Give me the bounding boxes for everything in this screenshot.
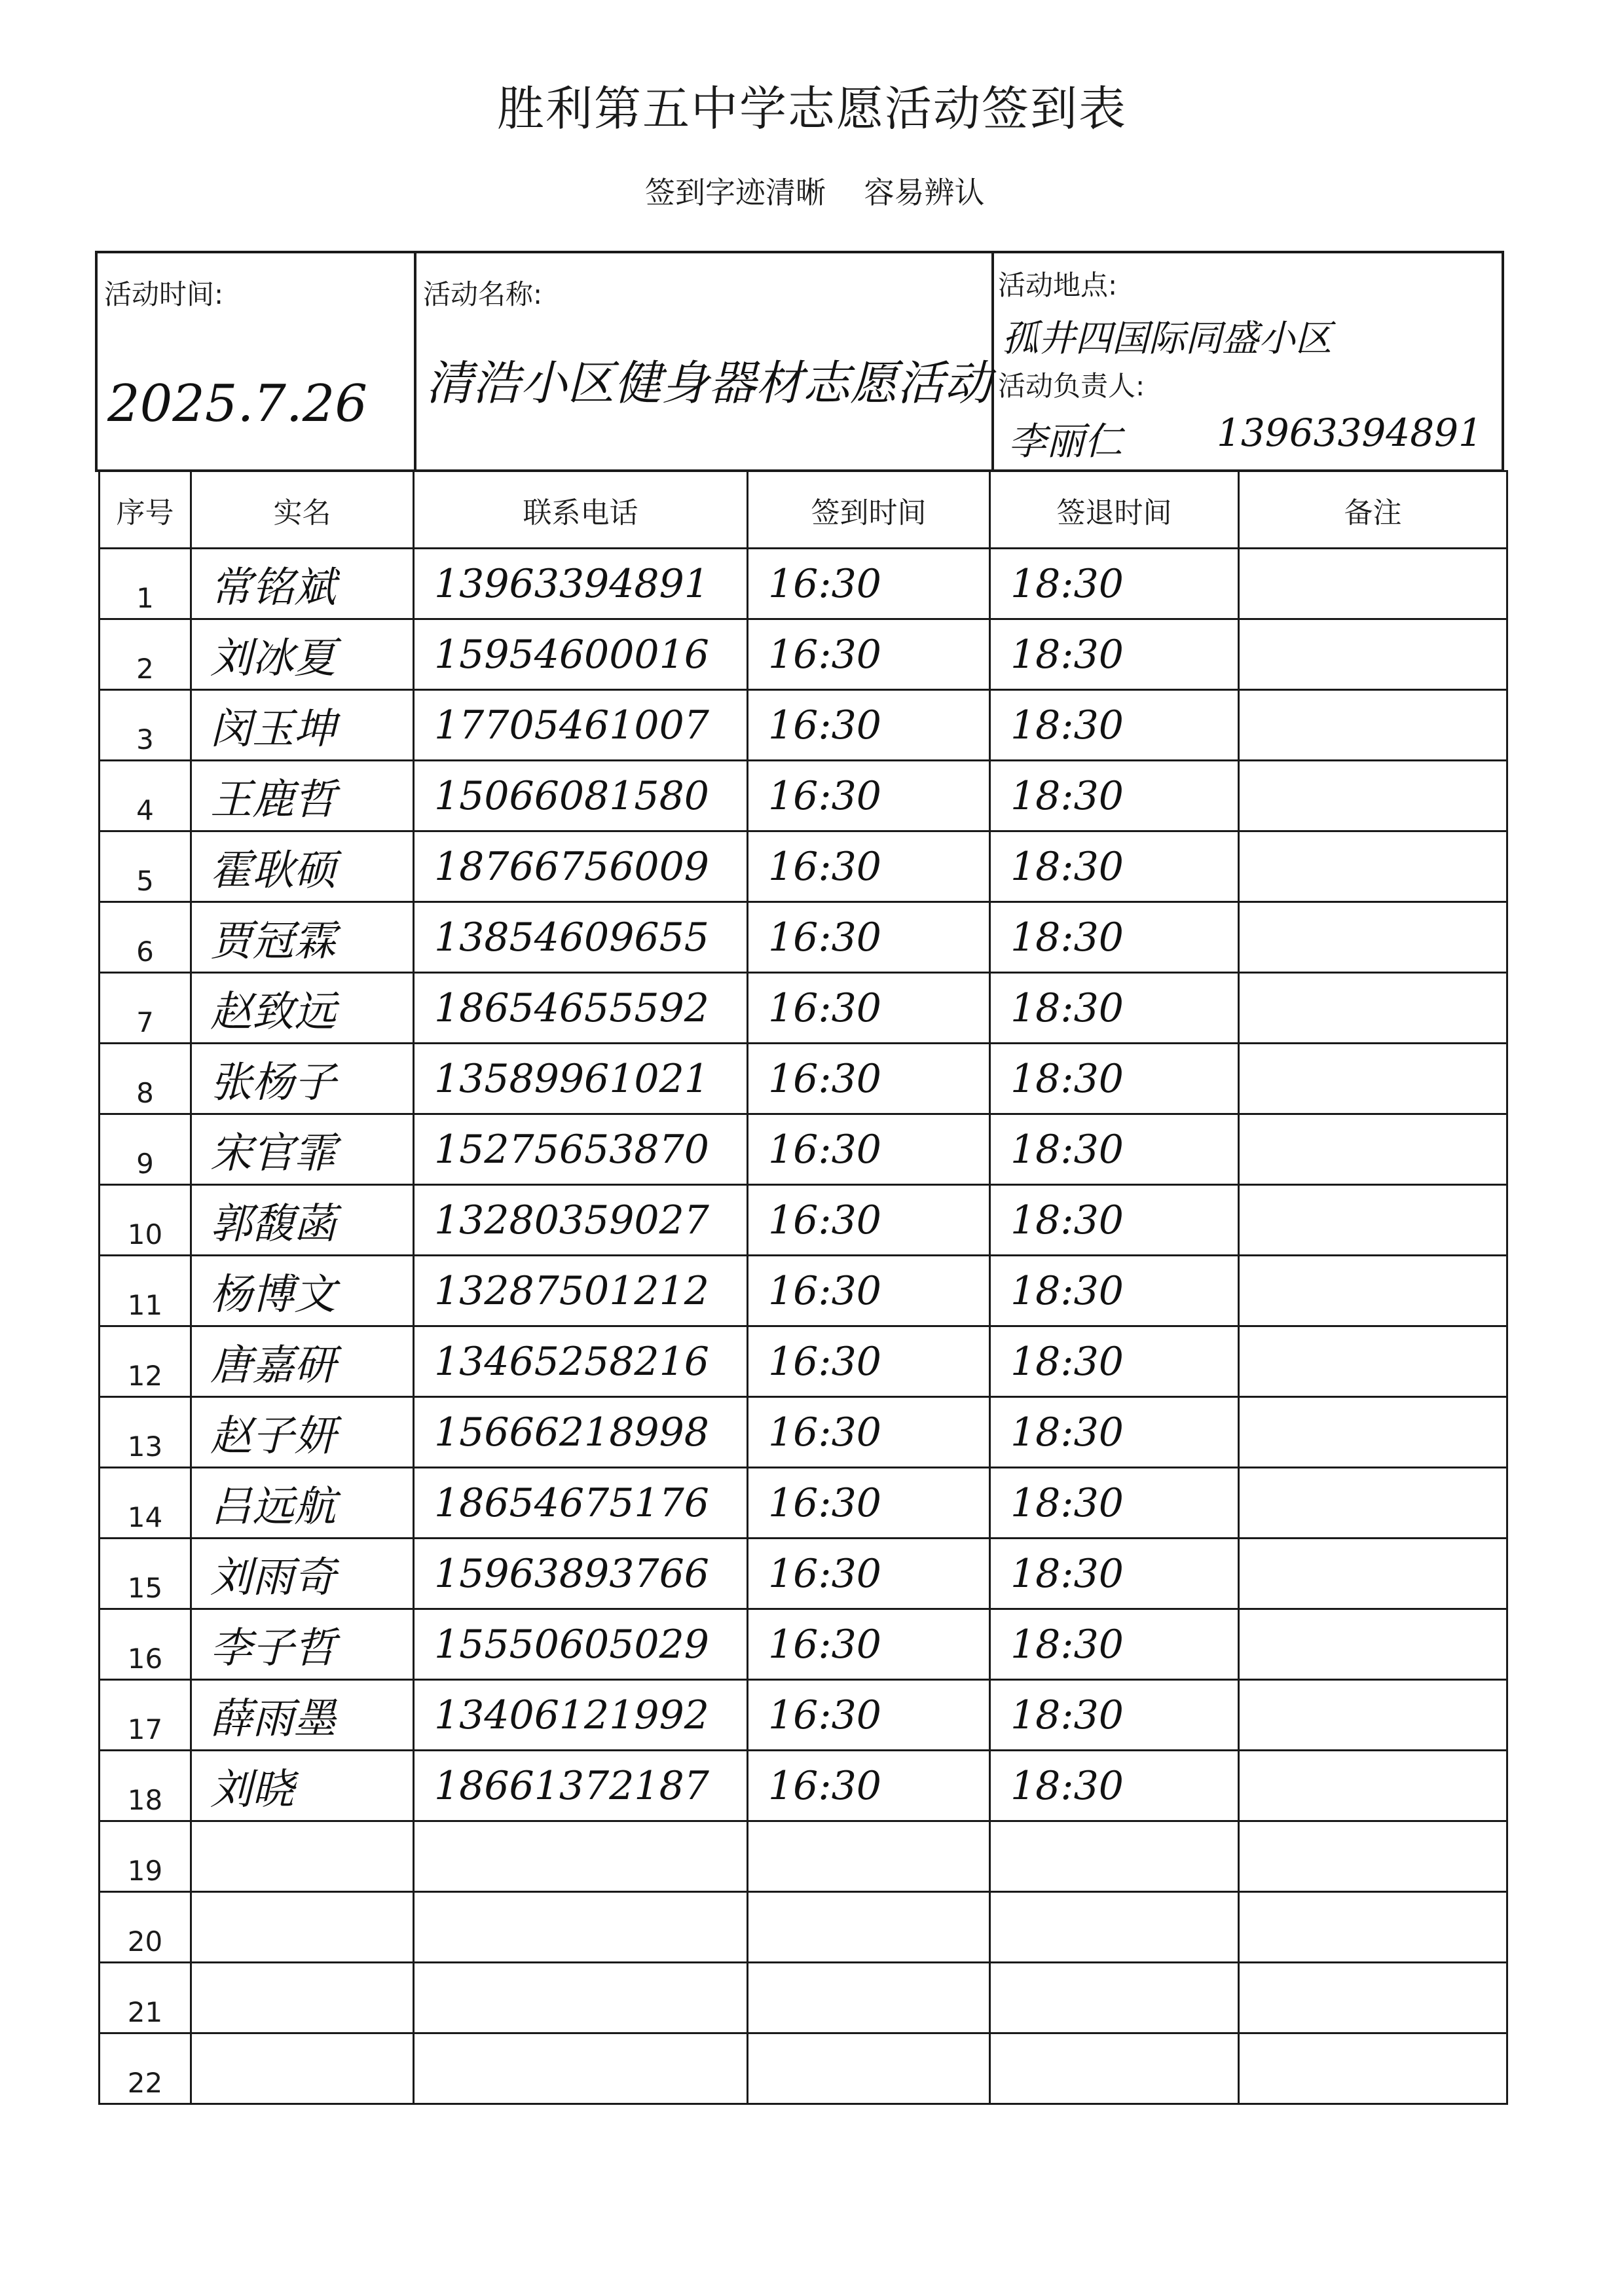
row-phone: 18766756009	[414, 831, 748, 902]
row-checkout-time: 18:30	[990, 690, 1239, 761]
row-checkout-time: 18:30	[990, 1751, 1239, 1821]
row-phone: 13406121992	[414, 1680, 748, 1751]
row-checkout-time: 18:30	[990, 761, 1239, 831]
row-number: 21	[100, 1963, 191, 2033]
row-notes	[1239, 1821, 1507, 1892]
header-checkin-time: 签到时间	[748, 471, 990, 549]
row-checkin-time: 16:30	[748, 1044, 990, 1114]
activity-info-box	[95, 251, 1504, 472]
table-row	[100, 1468, 1507, 1539]
table-row	[100, 1539, 1507, 1609]
row-checkin-time: 16:30	[748, 902, 990, 973]
table-row	[100, 2033, 1507, 2104]
row-phone: 18654655592	[414, 973, 748, 1044]
row-number: 20	[100, 1892, 191, 1963]
row-name: 郭馥菡	[191, 1185, 414, 1256]
row-phone	[414, 1963, 748, 2033]
table-row	[100, 1963, 1507, 2033]
row-number: 11	[100, 1256, 191, 1326]
signin-table	[98, 470, 1508, 2105]
row-number: 16	[100, 1609, 191, 1680]
row-checkout-time: 18:30	[990, 831, 1239, 902]
row-name: 贾冠霖	[191, 902, 414, 973]
row-checkout-time: 18:30	[990, 1680, 1239, 1751]
row-number: 3	[100, 690, 191, 761]
row-notes	[1239, 549, 1507, 619]
row-number: 2	[100, 619, 191, 690]
row-phone: 13287501212	[414, 1256, 748, 1326]
row-name: 赵致远	[191, 973, 414, 1044]
row-checkout-time	[990, 2033, 1239, 2104]
row-number: 9	[100, 1114, 191, 1185]
row-phone: 18661372187	[414, 1751, 748, 1821]
row-name: 李子哲	[191, 1609, 414, 1680]
row-notes	[1239, 1256, 1507, 1326]
row-checkout-time	[990, 1821, 1239, 1892]
row-checkin-time	[748, 1892, 990, 1963]
row-number: 19	[100, 1821, 191, 1892]
row-checkout-time: 18:30	[990, 902, 1239, 973]
row-name: 杨博文	[191, 1256, 414, 1326]
table-row	[100, 902, 1507, 973]
row-notes	[1239, 1680, 1507, 1751]
row-checkout-time: 18:30	[990, 1539, 1239, 1609]
row-checkin-time: 16:30	[748, 973, 990, 1044]
row-phone: 13589961021	[414, 1044, 748, 1114]
row-name: 闵玉坤	[191, 690, 414, 761]
row-name: 刘冰夏	[191, 619, 414, 690]
activity-location-value: 孤井四国际同盛小区	[1002, 318, 1332, 360]
row-checkin-time: 16:30	[748, 549, 990, 619]
row-checkin-time: 16:30	[748, 690, 990, 761]
table-row	[100, 619, 1507, 690]
activity-location-cell	[994, 253, 1505, 469]
table-row	[100, 1185, 1507, 1256]
activity-leader-phone: 13963394891	[1217, 410, 1483, 455]
row-phone: 15550605029	[414, 1609, 748, 1680]
row-checkin-time	[748, 1821, 990, 1892]
header-number: 序号	[100, 471, 191, 549]
row-notes	[1239, 831, 1507, 902]
row-name: 霍耿硕	[191, 831, 414, 902]
row-number: 17	[100, 1680, 191, 1751]
table-row	[100, 1397, 1507, 1468]
row-checkin-time: 16:30	[748, 1185, 990, 1256]
row-notes	[1239, 1963, 1507, 2033]
row-notes	[1239, 1468, 1507, 1539]
row-phone: 13854609655	[414, 902, 748, 973]
row-notes	[1239, 973, 1507, 1044]
row-phone: 13465258216	[414, 1326, 748, 1397]
activity-location-label: 活动地点:	[998, 269, 1118, 301]
activity-time-label: 活动时间:	[104, 278, 224, 310]
row-name: 张杨子	[191, 1044, 414, 1114]
row-phone: 17705461007	[414, 690, 748, 761]
row-checkin-time	[748, 2033, 990, 2104]
row-number: 22	[100, 2033, 191, 2104]
row-checkout-time: 18:30	[990, 549, 1239, 619]
row-checkin-time: 16:30	[748, 1680, 990, 1751]
row-checkout-time: 18:30	[990, 1326, 1239, 1397]
row-number: 6	[100, 902, 191, 973]
row-name: 唐嘉研	[191, 1326, 414, 1397]
row-number: 5	[100, 831, 191, 902]
row-checkin-time: 16:30	[748, 1397, 990, 1468]
header-checkout-time: 签退时间	[990, 471, 1239, 549]
row-name	[191, 1821, 414, 1892]
row-phone: 15666218998	[414, 1397, 748, 1468]
activity-name-value: 清浩小区健身器材志愿活动	[426, 355, 992, 410]
row-notes	[1239, 1044, 1507, 1114]
table-row	[100, 761, 1507, 831]
row-phone: 15954600016	[414, 619, 748, 690]
row-number: 4	[100, 761, 191, 831]
row-checkout-time: 18:30	[990, 1256, 1239, 1326]
row-notes	[1239, 1397, 1507, 1468]
row-checkout-time: 18:30	[990, 973, 1239, 1044]
row-number: 18	[100, 1751, 191, 1821]
row-notes	[1239, 1326, 1507, 1397]
table-row	[100, 973, 1507, 1044]
row-notes	[1239, 1114, 1507, 1185]
row-checkin-time: 16:30	[748, 761, 990, 831]
activity-time-value: 2025.7.26	[107, 374, 367, 433]
row-checkout-time: 18:30	[990, 1044, 1239, 1114]
row-name: 吕远航	[191, 1468, 414, 1539]
row-name: 刘晓	[191, 1751, 414, 1821]
row-notes	[1239, 1185, 1507, 1256]
row-checkout-time: 18:30	[990, 1114, 1239, 1185]
row-name	[191, 2033, 414, 2104]
row-number: 10	[100, 1185, 191, 1256]
row-checkout-time: 18:30	[990, 1468, 1239, 1539]
row-number: 1	[100, 549, 191, 619]
activity-time-cell	[98, 253, 414, 469]
row-number: 12	[100, 1326, 191, 1397]
row-name: 常铭斌	[191, 549, 414, 619]
table-row	[100, 1044, 1507, 1114]
row-name	[191, 1892, 414, 1963]
table-row	[100, 1256, 1507, 1326]
row-notes	[1239, 1609, 1507, 1680]
row-checkin-time: 16:30	[748, 831, 990, 902]
row-checkin-time: 16:30	[748, 1609, 990, 1680]
table-row	[100, 1821, 1507, 1892]
row-checkout-time: 18:30	[990, 1185, 1239, 1256]
table-row	[100, 1892, 1507, 1963]
row-checkin-time	[748, 1963, 990, 2033]
row-phone: 15275653870	[414, 1114, 748, 1185]
row-phone	[414, 2033, 748, 2104]
row-notes	[1239, 1892, 1507, 1963]
row-phone	[414, 1892, 748, 1963]
row-phone: 18654675176	[414, 1468, 748, 1539]
row-number: 15	[100, 1539, 191, 1609]
row-phone: 15963893766	[414, 1539, 748, 1609]
row-checkout-time: 18:30	[990, 1609, 1239, 1680]
row-name: 薛雨墨	[191, 1680, 414, 1751]
row-checkin-time: 16:30	[748, 1539, 990, 1609]
table-header-row	[100, 471, 1507, 549]
row-checkout-time: 18:30	[990, 1397, 1239, 1468]
row-name	[191, 1963, 414, 2033]
row-checkin-time: 16:30	[748, 1256, 990, 1326]
row-name: 赵子妍	[191, 1397, 414, 1468]
row-notes	[1239, 761, 1507, 831]
row-notes	[1239, 1539, 1507, 1609]
row-number: 8	[100, 1044, 191, 1114]
row-number: 7	[100, 973, 191, 1044]
row-phone	[414, 1821, 748, 1892]
row-notes	[1239, 690, 1507, 761]
activity-name-cell	[416, 253, 991, 469]
row-notes	[1239, 1751, 1507, 1821]
page-subtitle: 签到字迹清晰 容易辨认	[645, 175, 985, 210]
activity-leader-name: 李丽仁	[1008, 419, 1123, 464]
row-number: 13	[100, 1397, 191, 1468]
table-row	[100, 1114, 1507, 1185]
row-phone: 13963394891	[414, 549, 748, 619]
activity-name-label: 活动名称:	[423, 278, 543, 310]
table-row	[100, 690, 1507, 761]
row-checkout-time: 18:30	[990, 619, 1239, 690]
row-name: 宋官霏	[191, 1114, 414, 1185]
row-notes	[1239, 619, 1507, 690]
row-checkin-time: 16:30	[748, 1114, 990, 1185]
activity-leader-label: 活动负责人:	[998, 370, 1145, 402]
row-checkin-time: 16:30	[748, 619, 990, 690]
row-checkin-time: 16:30	[748, 1751, 990, 1821]
table-row	[100, 1751, 1507, 1821]
row-checkin-time: 16:30	[748, 1468, 990, 1539]
header-phone: 联系电话	[414, 471, 748, 549]
table-row	[100, 1609, 1507, 1680]
table-row	[100, 1326, 1507, 1397]
row-checkout-time	[990, 1892, 1239, 1963]
table-row	[100, 549, 1507, 619]
row-phone: 15066081580	[414, 761, 748, 831]
header-name: 实名	[191, 471, 414, 549]
row-number: 14	[100, 1468, 191, 1539]
row-phone: 13280359027	[414, 1185, 748, 1256]
row-checkout-time	[990, 1963, 1239, 2033]
row-notes	[1239, 902, 1507, 973]
table-row	[100, 831, 1507, 902]
page-title: 胜利第五中学志愿活动签到表	[496, 81, 1127, 136]
row-name: 刘雨奇	[191, 1539, 414, 1609]
row-notes	[1239, 2033, 1507, 2104]
row-checkin-time: 16:30	[748, 1326, 990, 1397]
row-name: 王鹿哲	[191, 761, 414, 831]
table-row	[100, 1680, 1507, 1751]
header-notes: 备注	[1239, 471, 1507, 549]
